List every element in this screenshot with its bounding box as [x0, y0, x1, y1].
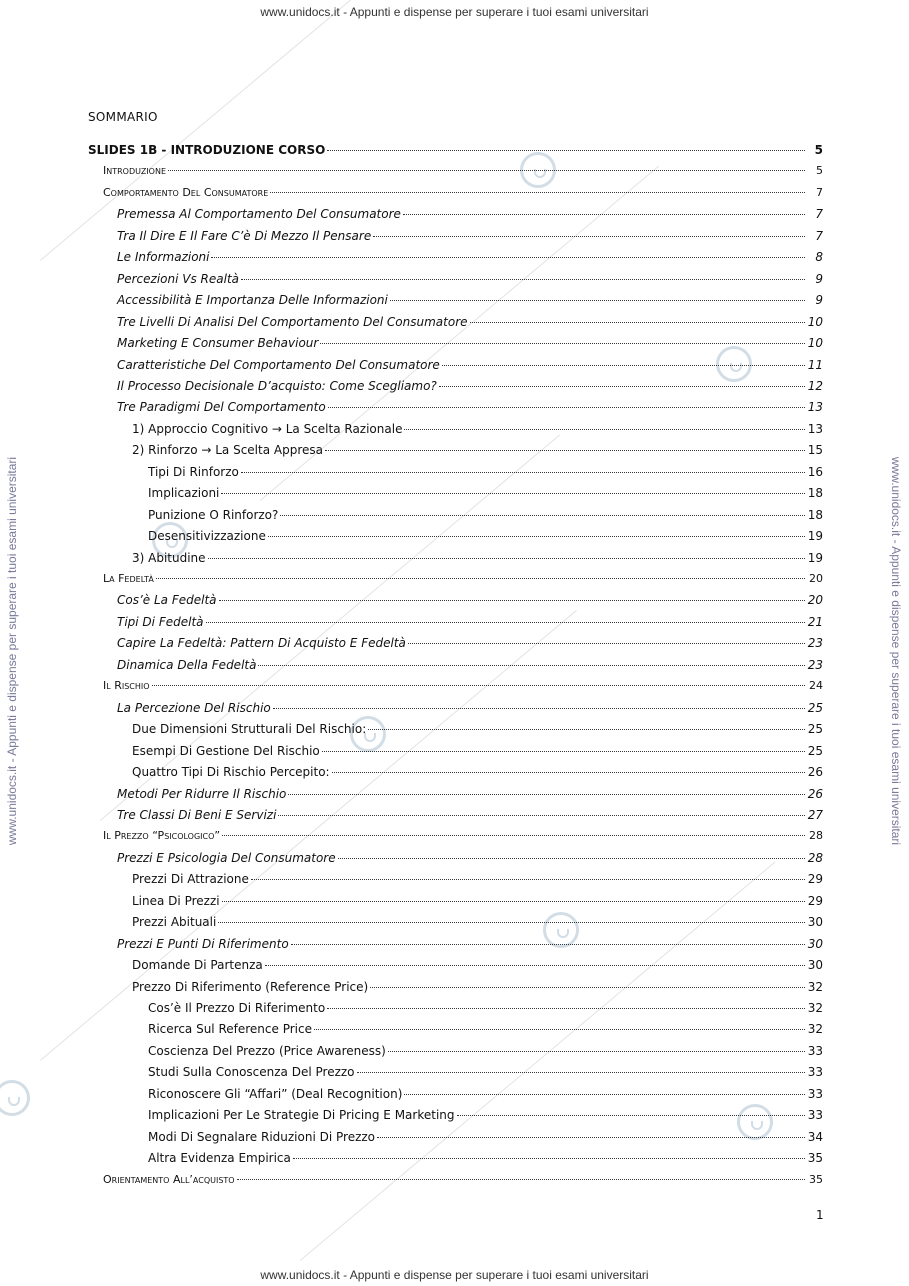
toc-entry[interactable]: [103, 184, 823, 202]
toc-title: SOMMARIO: [88, 110, 158, 124]
toc-dot-leader: [265, 965, 805, 966]
toc-entry[interactable]: [148, 463, 823, 481]
toc-entry[interactable]: [117, 377, 823, 395]
toc-entry-label: Tre Livelli Di Analisi Del Comportamento Del Consumatore: [117, 315, 468, 329]
toc-entry-page: 25: [807, 701, 823, 715]
toc-entry-page: 30: [807, 937, 823, 951]
toc-entry-page: 10: [807, 336, 823, 350]
toc-entry[interactable]: [148, 1106, 823, 1124]
toc-entry-label: Cos’è La Fedeltà: [117, 593, 217, 607]
toc-entry-page: 30: [807, 958, 823, 972]
toc-entry-page: 19: [807, 529, 823, 543]
toc-entry[interactable]: [148, 1128, 823, 1146]
page-number: 1: [816, 1208, 824, 1222]
toc-entry[interactable]: [117, 699, 823, 717]
toc-entry[interactable]: [117, 248, 823, 266]
toc-entry-page: 26: [807, 765, 823, 779]
toc-dot-leader: [273, 708, 805, 709]
toc-dot-leader: [293, 1158, 805, 1159]
toc-entry-label: Coscienza Del Prezzo (Price Awareness): [148, 1044, 386, 1058]
toc-entry-page: 8: [815, 250, 823, 264]
toc-dot-leader: [457, 1115, 805, 1116]
toc-entry[interactable]: [132, 441, 823, 459]
toc-dot-leader: [251, 879, 805, 880]
toc-entry[interactable]: [132, 549, 823, 567]
toc-entry[interactable]: [117, 634, 823, 652]
toc-dot-leader: [237, 1179, 805, 1180]
toc-entry[interactable]: [117, 613, 823, 631]
toc-entry-label: Cos’è Il Prezzo Di Riferimento: [148, 1001, 326, 1015]
toc-entry-label: Prezzo Di Riferimento (Reference Price): [132, 980, 369, 994]
toc-entry[interactable]: [132, 956, 823, 974]
toc-entry-page: 13: [807, 400, 823, 414]
toc-entry-label: Dinamica Della Fedeltà: [117, 658, 257, 672]
toc-dot-leader: [388, 1051, 805, 1052]
toc-entry-page: 9: [815, 272, 823, 286]
toc-entry-page: 32: [807, 1022, 823, 1036]
toc-dot-leader: [373, 236, 805, 237]
toc-entry-page: 7: [815, 229, 823, 243]
toc-entry-label: Caratteristiche Del Comportamento Del Consumatore: [117, 358, 440, 372]
toc-entry-label: Comportamento Del Consumatore: [103, 186, 269, 199]
toc-dot-leader: [222, 901, 805, 902]
toc-entry[interactable]: [117, 227, 823, 245]
toc-entry[interactable]: [117, 205, 823, 223]
toc-entry-label: Metodi Per Ridurre Il Rischio: [117, 787, 287, 801]
toc-dot-leader: [288, 794, 805, 795]
toc-entry[interactable]: [148, 527, 823, 545]
toc-dot-leader: [403, 214, 805, 215]
toc-entry-page: 19: [807, 551, 823, 565]
toc-entry[interactable]: [148, 484, 823, 502]
toc-entry[interactable]: [117, 591, 823, 609]
toc-entry-page: 20: [807, 593, 823, 607]
toc-entry[interactable]: [117, 806, 823, 824]
toc-dot-leader: [156, 578, 805, 579]
toc-entry-page: 5: [814, 143, 823, 157]
toc-entry-page: 33: [807, 1108, 823, 1122]
toc-entry-page: 13: [807, 422, 823, 436]
toc-dot-leader: [377, 1137, 805, 1138]
toc-entry[interactable]: [88, 141, 823, 159]
toc-entry-label: Modi Di Segnalare Riduzioni Di Prezzo: [148, 1130, 376, 1144]
toc-entry-label: 3) Abitudine: [132, 551, 206, 565]
toc-entry-page: 32: [807, 980, 823, 994]
toc-entry[interactable]: [117, 356, 823, 374]
toc-entry-label: Implicazioni: [148, 486, 220, 500]
toc-entry-label: Accessibilità E Importanza Delle Informazioni: [117, 293, 388, 307]
toc-dot-leader: [390, 300, 805, 301]
toc-entry[interactable]: [148, 999, 823, 1017]
toc-entry-page: 7: [815, 207, 823, 221]
toc-entry-page: 27: [807, 808, 823, 822]
toc-entry-page: 33: [807, 1087, 823, 1101]
toc-entry-label: Percezioni Vs Realtà: [117, 272, 240, 286]
toc-entry-label: Implicazioni Per Le Strategie Di Pricing E Marketing: [148, 1108, 455, 1122]
toc-entry-label: Due Dimensioni Strutturali Del Rischio:: [132, 722, 367, 736]
toc-entry-label: Quattro Tipi Di Rischio Percepito:: [132, 765, 330, 779]
toc-dot-leader: [221, 493, 805, 494]
toc-entry-page: 34: [807, 1130, 823, 1144]
toc-dot-leader: [332, 772, 805, 773]
toc-entry-page: 33: [807, 1065, 823, 1079]
toc-dot-leader: [291, 944, 805, 945]
toc-dot-leader: [442, 365, 805, 366]
toc-entry-page: 35: [809, 1173, 823, 1186]
toc-entry-label: Marketing E Consumer Behaviour: [117, 336, 319, 350]
toc-entry-label: Desensitivizzazione: [148, 529, 266, 543]
toc-entry-label: Linea Di Prezzi: [132, 894, 220, 908]
watermark-logo-icon: [0, 1080, 30, 1116]
toc-entry-page: 5: [816, 164, 823, 177]
toc-entry-label: Prezzi E Psicologia Del Consumatore: [117, 851, 336, 865]
toc-dot-leader: [168, 170, 805, 171]
toc-entry[interactable]: [132, 420, 823, 438]
toc-dot-leader: [241, 279, 805, 280]
toc-entry[interactable]: [132, 978, 823, 996]
toc-entry-page: 24: [809, 679, 823, 692]
toc-entry-label: Orientamento All’acquisto: [103, 1173, 235, 1186]
toc-entry-page: 20: [809, 572, 823, 585]
toc-entry-page: 28: [807, 851, 823, 865]
toc-dot-leader: [325, 450, 805, 451]
watermark-left-vertical: www.unidocs.it - Appunti e dispense per superare i tuoi esami universitari: [5, 456, 19, 846]
toc-dot-leader: [314, 1029, 805, 1030]
toc-entry-page: 23: [807, 658, 823, 672]
toc-entry[interactable]: [117, 935, 823, 953]
toc-dot-leader: [328, 407, 805, 408]
toc-entry[interactable]: [117, 656, 823, 674]
toc-entry-label: Domande Di Partenza: [132, 958, 263, 972]
toc-entry-label: Esempi Di Gestione Del Rischio: [132, 744, 320, 758]
toc-entry-label: Studi Sulla Conoscenza Del Prezzo: [148, 1065, 355, 1079]
toc-entry-label: Prezzi Di Attrazione: [132, 872, 249, 886]
toc-entry-page: 35: [807, 1151, 823, 1165]
toc-entry[interactable]: [103, 1171, 823, 1189]
toc-entry[interactable]: [117, 313, 823, 331]
toc-entry[interactable]: [117, 398, 823, 416]
toc-dot-leader: [368, 729, 805, 730]
toc-entry-page: 26: [807, 787, 823, 801]
toc-entry-page: 16: [807, 465, 823, 479]
toc-entry-label: Il Processo Decisionale D’acquisto: Come Scegliamo?: [117, 379, 437, 393]
toc-entry[interactable]: [148, 506, 823, 524]
toc-entry-page: 30: [807, 915, 823, 929]
toc-entry-page: 32: [807, 1001, 823, 1015]
toc-entry[interactable]: [117, 334, 823, 352]
toc-entry[interactable]: [148, 1149, 823, 1167]
toc-entry-label: Il Prezzo “Psicologico”: [103, 829, 221, 842]
watermark-right-vertical: www.unidocs.it - Appunti e dispense per superare i tuoi esami universitari: [889, 456, 903, 846]
toc-entry[interactable]: [117, 270, 823, 288]
toc-dot-leader: [278, 815, 805, 816]
toc-entry[interactable]: [148, 1063, 823, 1081]
toc-entry-label: Tipi Di Rinforzo: [148, 465, 239, 479]
toc-dot-leader: [241, 472, 805, 473]
toc-entry-page: 25: [807, 744, 823, 758]
toc-entry-page: 12: [807, 379, 823, 393]
toc-dot-leader: [439, 386, 805, 387]
toc-dot-leader: [152, 685, 805, 686]
toc-entry[interactable]: [132, 720, 823, 738]
toc-entry-page: 23: [807, 636, 823, 650]
toc-entry[interactable]: [103, 570, 823, 588]
toc-dot-leader: [219, 600, 805, 601]
toc-entry-label: Introduzione: [103, 164, 167, 177]
toc-dot-leader: [208, 558, 805, 559]
toc-entry-label: La Fedeltà: [103, 572, 154, 585]
toc-dot-leader: [320, 343, 805, 344]
toc-dot-leader: [370, 987, 805, 988]
toc-entry-label: Altra Evidenza Empirica: [148, 1151, 291, 1165]
toc-entry-page: 29: [807, 894, 823, 908]
toc-dot-leader: [270, 192, 805, 193]
toc-dot-leader: [222, 835, 805, 836]
toc-entry[interactable]: [148, 1020, 823, 1038]
toc-dot-leader: [357, 1072, 805, 1073]
toc-entry[interactable]: [117, 291, 823, 309]
toc-dot-leader: [404, 1094, 805, 1095]
toc-dot-leader: [470, 322, 805, 323]
toc-entry[interactable]: [103, 162, 823, 180]
toc-entry-page: 25: [807, 722, 823, 736]
toc-entry-label: Il Rischio: [103, 679, 150, 692]
toc-entry-label: Prezzi Abituali: [132, 915, 217, 929]
toc-entry-label: Premessa Al Comportamento Del Consumatore: [117, 207, 401, 221]
toc-entry-page: 9: [815, 293, 823, 307]
toc-entry-label: La Percezione Del Rischio: [117, 701, 271, 715]
toc-entry-page: 29: [807, 872, 823, 886]
toc-entry-label: Ricerca Sul Reference Price: [148, 1022, 312, 1036]
toc-entry[interactable]: [103, 677, 823, 695]
toc-entry-label: Punizione O Rinforzo?: [148, 508, 279, 522]
toc-entry-label: Tra Il Dire E Il Fare C’è Di Mezzo Il Pensare: [117, 229, 372, 243]
toc-dot-leader: [258, 665, 805, 666]
toc-entry-label: Le Informazioni: [117, 250, 210, 264]
toc-entry[interactable]: [148, 1085, 823, 1103]
watermark-header: www.unidocs.it - Appunti e dispense per superare i tuoi esami universitari: [260, 5, 649, 19]
toc-entry-page: 18: [807, 486, 823, 500]
toc-entry[interactable]: [132, 763, 823, 781]
toc-entry-label: Prezzi E Punti Di Riferimento: [117, 937, 289, 951]
toc-entry-page: 15: [807, 443, 823, 457]
toc-dot-leader: [338, 858, 805, 859]
toc-entry-page: 11: [807, 358, 823, 372]
watermark-footer: www.unidocs.it - Appunti e dispense per superare i tuoi esami universitari: [260, 1268, 649, 1282]
toc-dot-leader: [322, 751, 805, 752]
toc-entry[interactable]: [132, 870, 823, 888]
toc-entry-page: 28: [809, 829, 823, 842]
toc-entry-label: Riconoscere Gli “Affari” (Deal Recognition): [148, 1087, 403, 1101]
toc-entry-page: 21: [807, 615, 823, 629]
toc-entry[interactable]: [117, 785, 823, 803]
toc-entry-label: Tre Classi Di Beni E Servizi: [117, 808, 277, 822]
toc-dot-leader: [211, 257, 805, 258]
toc-entry[interactable]: [132, 742, 823, 760]
toc-dot-leader: [218, 922, 805, 923]
toc-entry[interactable]: [148, 1042, 823, 1060]
toc-dot-leader: [206, 622, 806, 623]
toc-entry-page: 33: [807, 1044, 823, 1058]
toc-entry-page: 7: [816, 186, 823, 199]
toc-dot-leader: [268, 536, 805, 537]
toc-entry-label: Tre Paradigmi Del Comportamento: [117, 400, 326, 414]
toc-entry-page: 18: [807, 508, 823, 522]
toc-entry-page: 10: [807, 315, 823, 329]
toc-entry-label: Tipi Di Fedeltà: [117, 615, 204, 629]
toc-dot-leader: [280, 515, 805, 516]
toc-entry[interactable]: [132, 913, 823, 931]
toc-entry-label: SLIDES 1B - INTRODUZIONE CORSO: [88, 143, 326, 157]
toc-dot-leader: [408, 643, 805, 644]
toc-entry[interactable]: [132, 892, 823, 910]
toc-entry-label: Capire La Fedeltà: Pattern Di Acquisto E Fedeltà: [117, 636, 406, 650]
toc-entry-label: 2) Rinforzo → La Scelta Appresa: [132, 443, 323, 457]
toc-entry[interactable]: [103, 827, 823, 845]
toc-dot-leader: [404, 429, 805, 430]
toc-entry-label: 1) Approccio Cognitivo → La Scelta Razionale: [132, 422, 403, 436]
toc-dot-leader: [327, 150, 805, 151]
toc-dot-leader: [327, 1008, 805, 1009]
toc-entry[interactable]: [117, 849, 823, 867]
